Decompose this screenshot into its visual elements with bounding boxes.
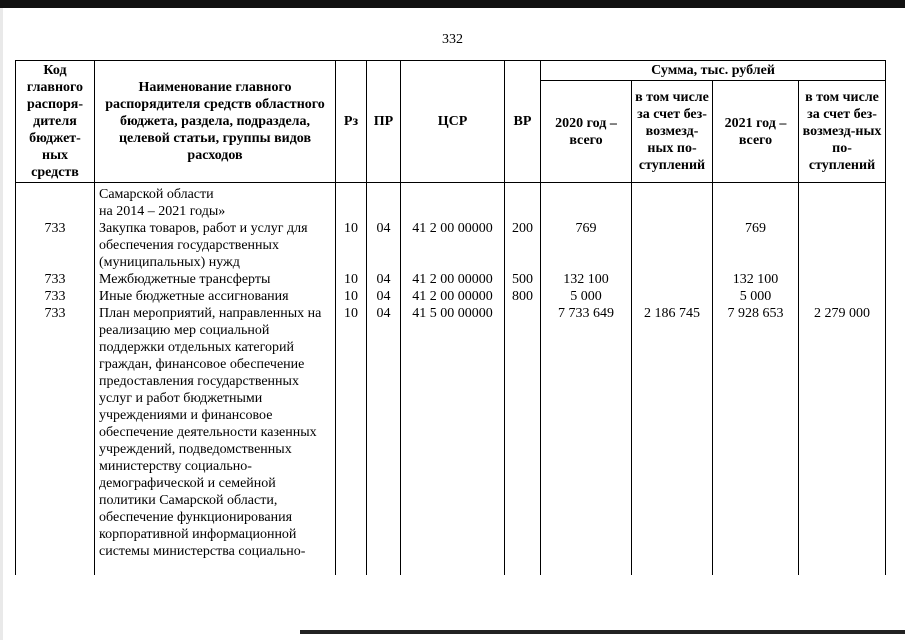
header-2020-total: 2020 год – всего bbox=[541, 81, 632, 183]
cell-vr: 800 bbox=[505, 288, 541, 305]
cell-2021-free bbox=[799, 271, 886, 288]
header-name: Наименование главного распорядителя средств областного бюджета, раздела, подраздела, целевой статьи, группы видов расходов bbox=[95, 61, 336, 183]
cell-pr: 04 bbox=[367, 220, 401, 271]
scan-top-edge bbox=[0, 0, 905, 8]
cell-rz: 10 bbox=[336, 288, 367, 305]
cell-vr bbox=[505, 183, 541, 221]
cell-code: 733 bbox=[16, 305, 95, 575]
cell-2021-free bbox=[799, 288, 886, 305]
cell-vr: 500 bbox=[505, 271, 541, 288]
table-row bbox=[16, 305, 886, 575]
cell-csr: 41 5 00 00000 bbox=[401, 305, 505, 575]
cell-pr: 04 bbox=[367, 305, 401, 575]
cell-2020-free bbox=[632, 220, 713, 271]
cell-csr bbox=[401, 183, 505, 221]
cell-csr: 41 2 00 00000 bbox=[401, 220, 505, 271]
cell-2020-total: 132 100 bbox=[541, 271, 632, 288]
header-2021-total: 2021 год – всего bbox=[713, 81, 799, 183]
cell-2020-total: 5 000 bbox=[541, 288, 632, 305]
cell-vr: 200 bbox=[505, 220, 541, 271]
cell-2021-total: 5 000 bbox=[713, 288, 799, 305]
cell-2021-total: 7 928 653 bbox=[713, 305, 799, 575]
header-pr: ПР bbox=[367, 61, 401, 183]
cell-2021-free: 2 279 000 bbox=[799, 305, 886, 575]
cell-2020-free: 2 186 745 bbox=[632, 305, 713, 575]
header-sum: Сумма, тыс. рублей bbox=[541, 61, 886, 81]
cell-2021-free bbox=[799, 220, 886, 271]
cell-pr bbox=[367, 183, 401, 221]
cell-pr: 04 bbox=[367, 288, 401, 305]
cell-2021-total: 769 bbox=[713, 220, 799, 271]
table-row bbox=[16, 288, 886, 305]
cell-name: Иные бюджетные ассигнования bbox=[95, 288, 336, 305]
table-header bbox=[16, 61, 886, 183]
table-body bbox=[16, 183, 886, 576]
cell-vr bbox=[505, 305, 541, 575]
cell-name: Межбюджетные трансферты bbox=[95, 271, 336, 288]
cell-2021-free bbox=[799, 183, 886, 221]
cell-rz: 10 bbox=[336, 305, 367, 575]
budget-table bbox=[15, 60, 886, 575]
scan-bottom-edge bbox=[300, 630, 905, 634]
cell-pr: 04 bbox=[367, 271, 401, 288]
cell-2021-total bbox=[713, 183, 799, 221]
cell-code: 733 bbox=[16, 220, 95, 271]
scan-left-edge bbox=[0, 8, 3, 640]
cell-2020-free bbox=[632, 183, 713, 221]
cell-code: 733 bbox=[16, 288, 95, 305]
cell-csr: 41 2 00 00000 bbox=[401, 271, 505, 288]
header-2021-free: в том числе за счет без-возмезд-ных по-ступлений bbox=[799, 81, 886, 183]
cell-rz bbox=[336, 183, 367, 221]
header-code: Код главного распоря-дителя бюджет-ных средств bbox=[16, 61, 95, 183]
cell-rz: 10 bbox=[336, 220, 367, 271]
header-vr: ВР bbox=[505, 61, 541, 183]
cell-2020-free bbox=[632, 271, 713, 288]
cell-name: Самарской области на 2014 – 2021 годы» bbox=[95, 183, 336, 221]
cell-2020-total bbox=[541, 183, 632, 221]
page-number: 332 bbox=[442, 32, 463, 47]
cell-rz: 10 bbox=[336, 271, 367, 288]
header-2020-free: в том числе за счет без-возмезд-ных по-ступлений bbox=[632, 81, 713, 183]
cell-name: План мероприятий, направленных на реализацию мер социальной поддержки отдельных категорий граждан, финансовое обеспечение предоставления государственных услуг и работ бюджетными учреждениями и финансовое обеспечение деятельности казенных учреждений, подведомственных министерству социально-демографической и семейной политики Самарской области, обеспечение функционирования корпоративной информационной системы министерства социально- bbox=[95, 305, 336, 575]
cell-2021-total: 132 100 bbox=[713, 271, 799, 288]
header-csr: ЦСР bbox=[401, 61, 505, 183]
cell-2020-total: 769 bbox=[541, 220, 632, 271]
table-row bbox=[16, 183, 886, 221]
cell-2020-free bbox=[632, 288, 713, 305]
cell-2020-total: 7 733 649 bbox=[541, 305, 632, 575]
cell-code bbox=[16, 183, 95, 221]
table-row bbox=[16, 271, 886, 288]
cell-code: 733 bbox=[16, 271, 95, 288]
cell-name: Закупка товаров, работ и услуг для обеспечения государственных (муниципальных) нужд bbox=[95, 220, 336, 271]
header-rz: Рз bbox=[336, 61, 367, 183]
table-row bbox=[16, 220, 886, 271]
cell-csr: 41 2 00 00000 bbox=[401, 288, 505, 305]
